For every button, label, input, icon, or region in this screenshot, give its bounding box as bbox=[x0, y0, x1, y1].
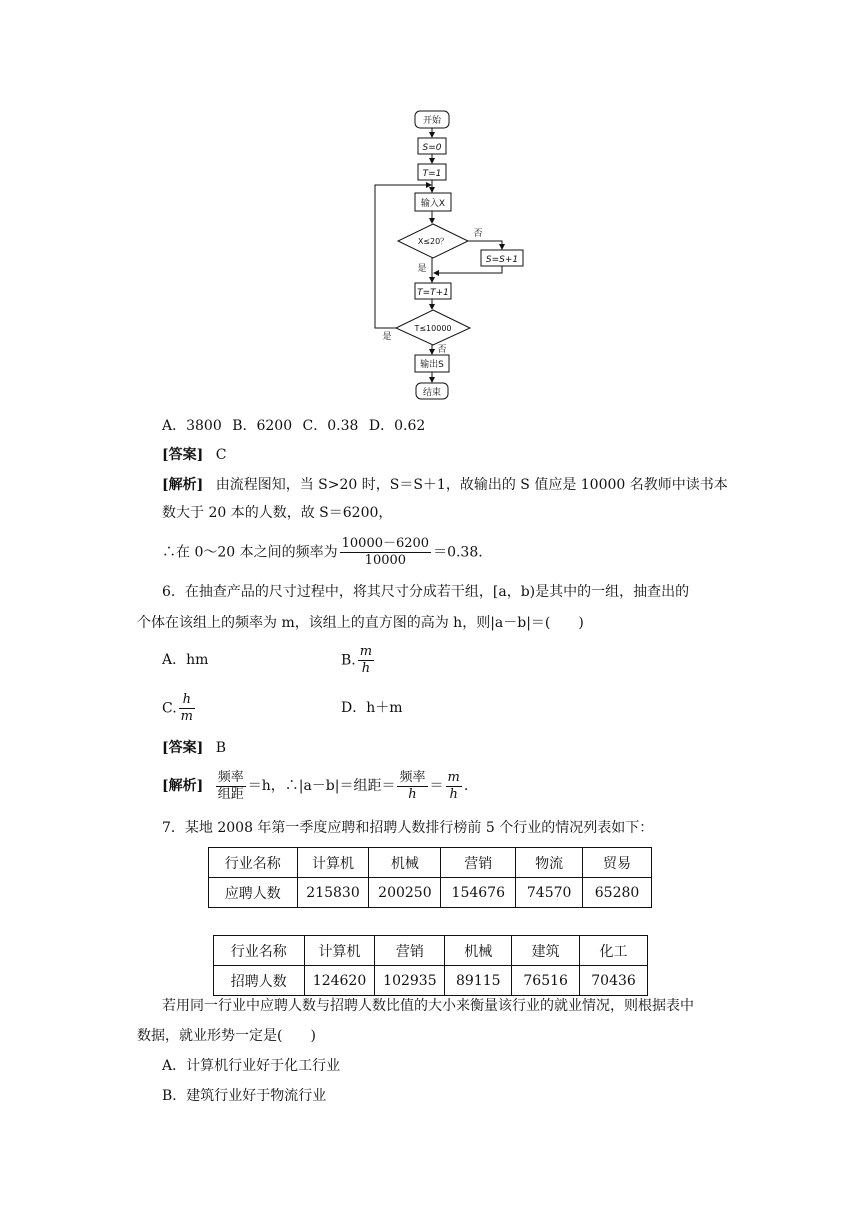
table-cell: 机械 bbox=[369, 848, 441, 878]
start-label: 开始 bbox=[422, 116, 442, 126]
q6-line2: 个体在该组上的频率为 m，该组上的直方图的高为 h，则|a－b|＝( ) bbox=[137, 615, 584, 631]
end-label: 结束 bbox=[422, 388, 442, 398]
analysis-tag: [解析] bbox=[162, 778, 204, 794]
frac-m-over-h bbox=[446, 770, 462, 803]
frac1-num: 频率 bbox=[217, 769, 244, 785]
output-label: 输出S bbox=[420, 360, 444, 370]
q5-analysis bbox=[162, 475, 728, 495]
t-init-label: T=1 bbox=[422, 169, 442, 179]
q5-analysis-line2: 数大于 20 本的人数，故 S＝6200， bbox=[162, 505, 393, 521]
analysis-line1: 由流程图知，当 S>20 时，S＝S＋1，故输出的 S 值应是 10000 名教师中读书本 bbox=[215, 477, 728, 493]
therefore-text: ∴在 0～20 本之间的频率为 bbox=[162, 544, 338, 561]
table-cell: 营销 bbox=[375, 936, 445, 966]
analysis-mid2: ＝ bbox=[429, 778, 444, 794]
option-b-num: m bbox=[359, 644, 373, 659]
q5-frequency bbox=[162, 536, 483, 569]
option-b-den: h bbox=[361, 661, 371, 676]
table-cell: 物流 bbox=[516, 848, 583, 878]
table-cell: 124620 bbox=[304, 966, 375, 996]
frequency-fraction bbox=[340, 536, 431, 569]
flowchart bbox=[360, 100, 540, 405]
q6-option-a: A．hm bbox=[162, 652, 209, 668]
t-inc-label: T=T+1 bbox=[417, 288, 449, 298]
table-row bbox=[214, 966, 648, 996]
table-cell: 化工 bbox=[580, 936, 648, 966]
option-c-prefix: C. bbox=[162, 700, 177, 717]
table-row bbox=[209, 878, 652, 908]
table-cell: 215830 bbox=[297, 878, 369, 908]
q7-option-a: A．计算机行业好于化工行业 bbox=[162, 1058, 341, 1074]
fraction-numerator: 10000－6200 bbox=[341, 536, 430, 551]
q6-line1: 6．在抽查产品的尺寸过程中，将其尺寸分成若干组，[a，b)是其中的一组，抽查出的 bbox=[162, 584, 690, 600]
analysis-tag: [解析] bbox=[162, 477, 204, 493]
table-cell: 154676 bbox=[441, 878, 516, 908]
frac2-den: h bbox=[408, 786, 417, 802]
analysis-end: . bbox=[463, 778, 469, 794]
no2-label: 否 bbox=[437, 345, 447, 355]
table-cell: 贸易 bbox=[583, 848, 652, 878]
table-cell: 计算机 bbox=[304, 936, 375, 966]
q5-options: A．3800 B．6200 C．0.38 D．0.62 bbox=[162, 418, 426, 434]
table-cell: 74570 bbox=[516, 878, 583, 908]
option-b-prefix: B. bbox=[341, 652, 356, 669]
option-c-den: m bbox=[180, 709, 193, 724]
table-cell: 应聘人数 bbox=[209, 878, 298, 908]
table-cell: 营销 bbox=[441, 848, 516, 878]
recruitment-table bbox=[213, 935, 648, 996]
q7-line1: 若用同一行业中应聘人数与招聘人数比值的大小来衡量该行业的就业情况，则根据表中 bbox=[162, 998, 694, 1014]
yes2-label: 是 bbox=[382, 332, 392, 342]
q5-answer bbox=[162, 445, 226, 465]
table-cell: 行业名称 bbox=[214, 936, 305, 966]
table-cell: 行业名称 bbox=[209, 848, 298, 878]
answer-tag: [答案] bbox=[162, 447, 204, 463]
no1-label: 否 bbox=[473, 229, 483, 239]
frac3-den: h bbox=[449, 786, 458, 802]
table-cell: 招聘人数 bbox=[214, 966, 305, 996]
table-cell: 65280 bbox=[583, 878, 652, 908]
table-cell: 机械 bbox=[445, 936, 512, 966]
q6-answer bbox=[162, 738, 226, 758]
table-row bbox=[214, 936, 648, 966]
q7-intro: 7．某地 2008 年第一季度应聘和招聘人数排行榜前 5 个行业的情况列表如下： bbox=[162, 820, 654, 836]
q6-option-b bbox=[341, 644, 376, 677]
frac3-num: m bbox=[447, 769, 460, 785]
table-row bbox=[209, 848, 652, 878]
frac1-den: 组距 bbox=[217, 786, 244, 802]
table-cell: 76516 bbox=[512, 966, 580, 996]
table-cell: 102935 bbox=[375, 966, 445, 996]
q7-line2: 数据，就业形势一定是( ) bbox=[137, 1028, 316, 1044]
s-init-label: S=0 bbox=[422, 143, 442, 153]
answer-value: B bbox=[215, 740, 226, 756]
option-c-fraction bbox=[179, 692, 195, 725]
frac-frequency-over-width bbox=[216, 770, 246, 803]
option-c-num: h bbox=[179, 692, 195, 709]
table-cell: 89115 bbox=[445, 966, 512, 996]
analysis-mid1: ＝h，∴|a－b|＝组距＝ bbox=[247, 778, 396, 794]
frac2-num: 频率 bbox=[399, 769, 426, 785]
q6-analysis bbox=[162, 769, 468, 803]
option-b-fraction bbox=[358, 644, 374, 677]
cond1-label: X≤20？ bbox=[417, 237, 449, 246]
table-cell: 计算机 bbox=[297, 848, 369, 878]
frac-frequency-over-h bbox=[397, 770, 427, 803]
applicants-table bbox=[208, 847, 652, 908]
table-cell: 建筑 bbox=[512, 936, 580, 966]
input-label: 输入X bbox=[420, 199, 446, 209]
table-cell: 200250 bbox=[369, 878, 441, 908]
yes1-label: 是 bbox=[417, 264, 427, 274]
q6-option-d: D．h＋m bbox=[341, 700, 403, 716]
cond2-label: T≤10000 bbox=[414, 324, 452, 333]
table-cell: 70436 bbox=[580, 966, 648, 996]
fraction-denominator: 10000 bbox=[364, 553, 407, 568]
s-inc-label: S=S+1 bbox=[485, 255, 519, 265]
q6-option-c bbox=[162, 692, 197, 725]
answer-tag: [答案] bbox=[162, 740, 204, 756]
q7-option-b: B．建筑行业好于物流行业 bbox=[162, 1088, 327, 1104]
answer-value: C bbox=[215, 447, 227, 463]
result-text: ＝0.38. bbox=[433, 544, 483, 561]
